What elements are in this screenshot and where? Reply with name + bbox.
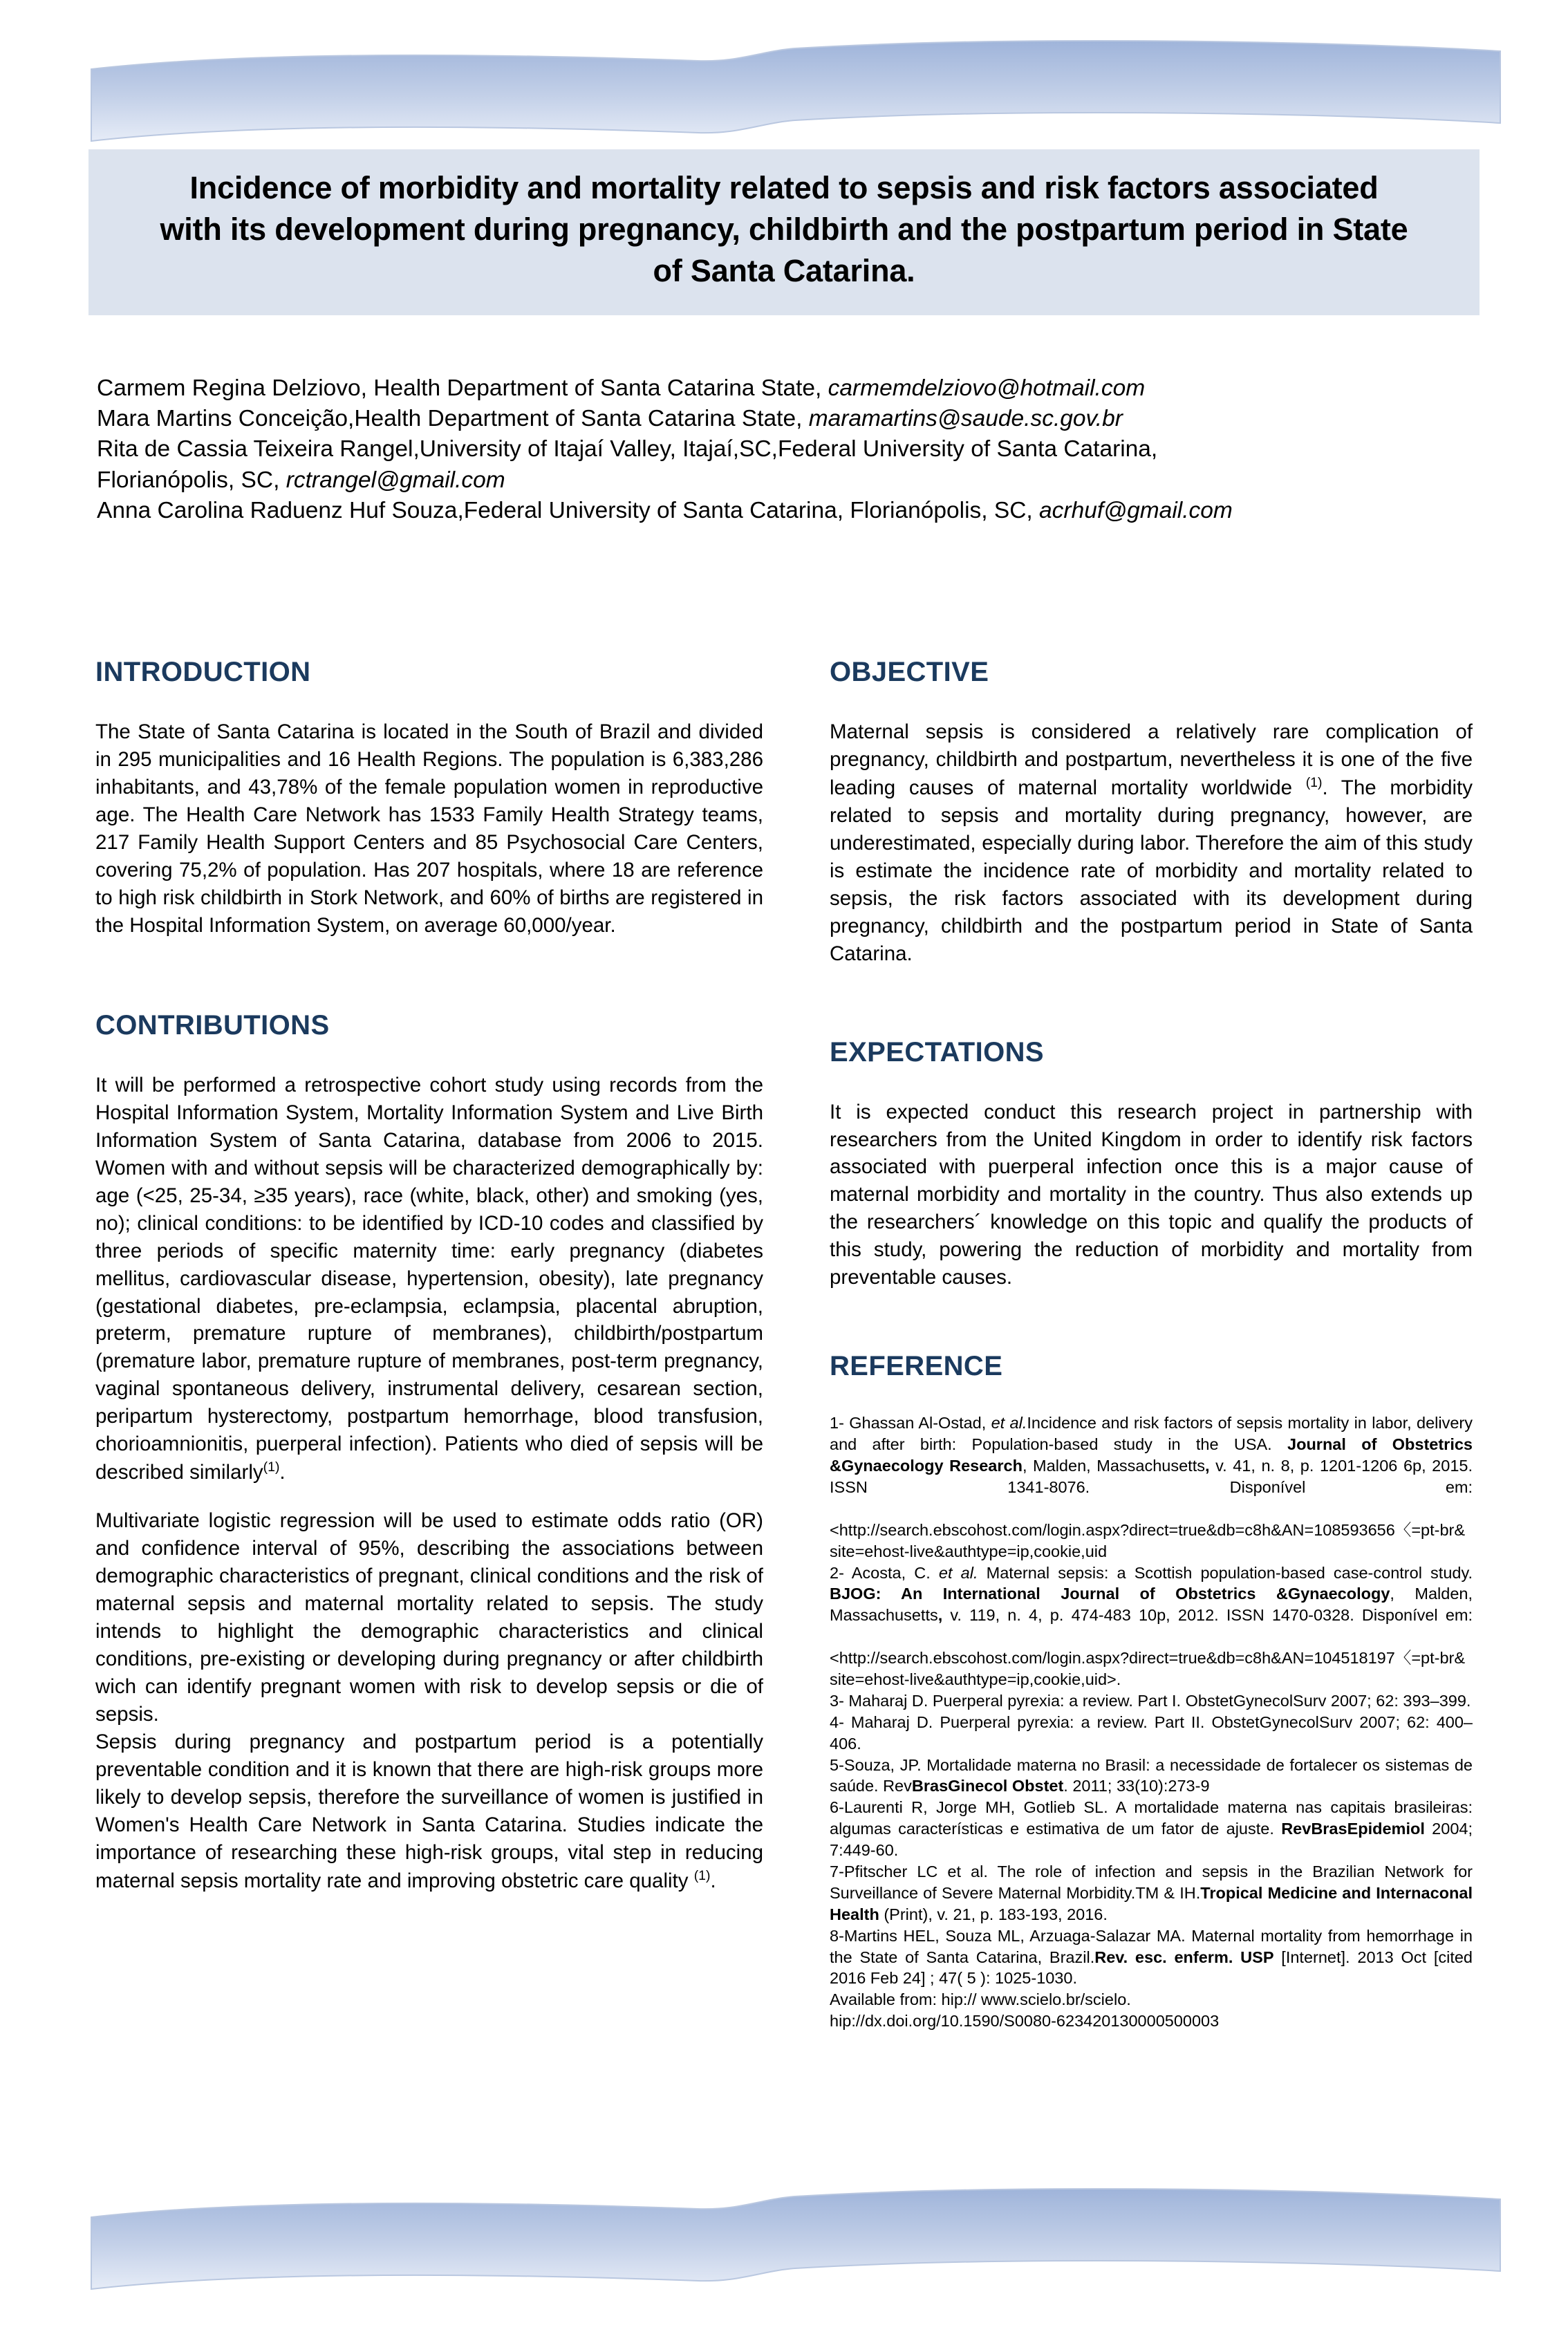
ref8-text-a: 8-Martins HEL, Souza ML, Arzuaga-Salazar MA. Maternal mortality from hemorrhage in the State of Santa Catarina, Brazil.	[830, 1926, 1473, 1966]
left-column	[95, 657, 763, 1895]
author-email: acrhuf@gmail.com	[1039, 497, 1233, 523]
author-name-affiliation: Mara Martins Conceição,Health Department of Santa Catarina State,	[97, 406, 809, 432]
ref1-text-c: , Malden, Massachusetts	[1022, 1457, 1205, 1475]
reference-item	[830, 1861, 1473, 1925]
reference-doi-url[interactable]: hip://dx.doi.org/10.1590/S0080-623420130000500003	[830, 2012, 1220, 2031]
contributions-p1-tail: .	[279, 1461, 286, 1484]
ref1-text-a: 1- Ghassan Al-Ostad,	[830, 1414, 991, 1432]
ref8-text-b: [Internet]. 2013 Oct [cited 2016 Feb 24] ; 47( 5 ): 1025-1030.	[830, 1948, 1473, 1988]
author-name-affiliation: Anna Carolina Raduenz Huf Souza,Federal University of Santa Catarina, Florianópolis, SC,	[97, 497, 1040, 523]
contributions-p1-text: It will be performed a retrospective cohort study using records from the Hospital Information System, Mortality Information System and Live Birth Information System of Santa Catarina, database from 2006 to 2015. Women with and without sepsis will be characterized demographically by: age (<25, 25-34, ≥35 years), race (white, black, other) and smoking (yes, no); clinical conditions: to be identified by ICD-10 codes and classified by three periods of specific maternity time: early pregnancy (diabetes mellitus, cardiovascular disease, hypertension, obesity), late pregnancy (gestational diabetes, pre-eclampsia, eclampsia, placental abruption, preterm, premature rupture of membranes), childbirth/postpartum (premature labor, premature rupture of membranes, post-term pregnancy, vaginal spontaneous delivery, instrumental delivery, cesarean section, peripartum hysterectomy, postpartum hemorrhage, blood transfusion, chorioamnionitis, puerperal infection). Patients who died of sepsis will be described similarly	[95, 1073, 763, 1484]
poster-title-block	[88, 149, 1480, 315]
footer-wave-decoration	[0, 2167, 1568, 2352]
objective-text: Maternal sepsis is considered a relatively rare complication of pregnancy, childbirth and postpartum, nevertheless it is one of the five leading causes of maternal mortality worldwide	[830, 720, 1473, 799]
ref1-italic: et al.	[991, 1414, 1027, 1432]
ref7-text-b: (Print), v. 21, p. 183-193, 2016.	[879, 1905, 1108, 1923]
author-line	[97, 465, 1486, 496]
contributions-p3-text: Sepsis during pregnancy and postpartum period is a potentially preventable condition and it is known that there are high-risk groups more likely to develop sepsis, therefore the surveillance of women is justified in Women's Health Care Network in Santa Catarina. Studies indicate the importance of researching these high-risk groups, vital step in reducing maternal sepsis mortality rate and improving obstetric care quality	[95, 1730, 763, 1892]
ref6-text-b: 2004; 7:449-60.	[830, 1820, 1473, 1860]
section-body-contributions-p1	[95, 1072, 763, 1486]
contributions-p3-tail: .	[710, 1869, 716, 1892]
ref2-text-b: Maternal sepsis: a Scottish population-based case-control study.	[978, 1563, 1473, 1582]
contributions-p1-citation: (1)	[263, 1459, 280, 1475]
ref1-text-b: Incidence and risk factors of sepsis mortality in labor, delivery and after birth: Population-based study in the USA.	[830, 1414, 1473, 1454]
section-body-expectations: It is expected conduct this research project in partnership with researchers from the United Kingdom in order to identify risk factors associated with puerperal infection once this is a major cause of maternal morbidity and mortality in the country. Thus also extends up the researchers´ knowledge on this topic and qualify the products of this study, powering the reduction of morbidity and mortality from preventable causes.	[830, 1100, 1473, 1289]
reference-item: 3- Maharaj D. Puerperal pyrexia: a review. Part I. ObstetGynecolSurv 2007; 62: 393–399.	[830, 1691, 1471, 1710]
ref1-text-d: v. 41, n. 8, p. 1201-1206 6p, 2015. ISSN 1341-8076. Disponível em:	[830, 1457, 1473, 1496]
author-email: maramartins@saude.sc.gov.br	[808, 406, 1123, 432]
ref2-journal: BJOG: An International Journal of Obstetrics &Gynaecology	[830, 1585, 1390, 1603]
author-line	[97, 496, 1486, 526]
objective-tail: . The morbidity related to sepsis and mortality during pregnancy, however, are underestimated, especially during labor. Therefore the aim of this study is estimate the incidence rate of morbidity and mortality related to sepsis, the risk factors associated with its development during pregnancy, childbirth and the postpartum period in State of Santa Catarina.	[830, 776, 1473, 965]
section-body-introduction: The State of Santa Catarina is located in the South of Brazil and divided in 295 municipalities and 16 Health Regions. The population is 6,383,286 inhabitants, and 43,78% of the female population women in reproductive age. The Health Care Network has 1533 Family Health Strategy teams, 217 Family Health Support Centers and 85 Psychosocial Care Centers, covering 75,2% of population. Has 207 hospitals, where 18 are reference to high risk childbirth in Stork Network, and 60% of births are registered in the Hospital Information System, on average 60,000/year.	[95, 720, 763, 937]
ref6-text-a: 6-Laurenti R, Jorge MH, Gotlieb SL. A mortalidade materna nas capitais brasileiras: algumas características e estimativa de um fator de ajuste.	[830, 1798, 1473, 1838]
reference-item	[830, 1925, 1473, 1990]
ref1-bold-b: ,	[1204, 1457, 1210, 1475]
reference-item	[830, 1797, 1473, 1861]
reference-item	[830, 1562, 1473, 1648]
objective-citation: (1)	[1305, 774, 1323, 790]
author-list	[97, 373, 1486, 526]
ref5-text-a: 5-Souza, JP. Mortalidade materna no Brasil: a necessidade de fortalecer os sistemas de saúde. Rev	[830, 1755, 1473, 1795]
reference-item	[830, 1755, 1473, 1798]
section-heading-expectations: EXPECTATIONS	[830, 1036, 1045, 1067]
ref6-journal: RevBrasEpidemiol	[1281, 1820, 1425, 1838]
ref2-text-c: , Malden, Massachusetts	[830, 1585, 1473, 1625]
ref7-text-a: 7-Pfitscher LC et al. The role of infection and sepsis in the Brazilian Network for Surveillance of Severe Maternal Morbidity.TM & IH.	[830, 1863, 1473, 1902]
section-heading-reference: REFERENCE	[830, 1351, 1003, 1382]
section-body-objective	[830, 718, 1473, 968]
section-heading-introduction: INTRODUCTION	[95, 657, 311, 687]
author-line	[97, 373, 1486, 404]
ref5-text-b: . 2011; 33(10):273-9	[1063, 1777, 1210, 1795]
reference-url[interactable]: <http://search.ebscohost.com/login.aspx?direct=true&db=c8h&AN=108593656〈=pt-br&site=ehost-live&authtype=ip,cookie,uid	[830, 1520, 1466, 1560]
author-name-affiliation: Rita de Cassia Teixeira Rangel,University of Itajaí Valley, Itajaí,SC,Federal University of Santa Catarina,	[97, 436, 1158, 463]
section-heading-objective: OBJECTIVE	[830, 657, 989, 687]
ref1-journal: Journal of Obstetrics &Gynaecology Research	[830, 1435, 1473, 1475]
author-line	[97, 404, 1486, 434]
ref2-text-a: 2- Acosta, C.	[830, 1563, 939, 1582]
section-heading-contributions: CONTRIBUTIONS	[95, 1009, 330, 1040]
ref5-journal: BrasGinecol Obstet	[911, 1777, 1064, 1795]
author-name-affiliation: Carmem Regina Delziovo, Health Department of Santa Catarina State,	[97, 375, 828, 401]
author-line	[97, 434, 1486, 465]
reference-list	[830, 1412, 1473, 2032]
reference-item: 4- Maharaj D. Puerperal pyrexia: a review. Part II. ObstetGynecolSurv 2007; 62: 400–406.	[830, 1712, 1473, 1753]
author-email: rctrangel@gmail.com	[286, 467, 505, 493]
header-wave-decoration	[0, 0, 1568, 159]
author-email: carmemdelziovo@hotmail.com	[828, 375, 1146, 401]
section-body-contributions-p2: Multivariate logistic regression will be used to estimate odds ratio (OR) and confidence interval of 95%, describing the associations between demographic characteristics of pregnant, clinical conditions and the risk of maternal sepsis and maternal mortality related to sepsis. The study intends to highlight the demographic characteristics and clinical conditions, pre-existing or developing during pregnancy or after childbirth wich can identify pregnant women with risk to develop sepsis or die of sepsis.	[95, 1509, 763, 1726]
section-body-contributions-p3	[95, 1728, 763, 1895]
right-column	[830, 657, 1473, 2032]
contributions-p3-citation: (1)	[693, 1867, 711, 1883]
ref2-italic: et al.	[938, 1563, 978, 1582]
ref2-text-d: v. 119, n. 4, p. 474-483 10p, 2012. ISSN 1470-0328. Disponível em:	[942, 1606, 1473, 1625]
ref2-bold-b: ,	[937, 1606, 943, 1625]
author-name-affiliation: Florianópolis, SC,	[97, 467, 286, 493]
page-title: Incidence of morbidity and mortality related to sepsis and risk factors associated with its development during pregnancy, childbirth and the postpartum period in State of Santa Catarina.	[160, 170, 1408, 288]
reference-availability: Available from: hip:// www.scielo.br/scielo.	[830, 1990, 1131, 2009]
reference-item	[830, 1412, 1473, 1519]
reference-url[interactable]: <http://search.ebscohost.com/login.aspx?direct=true&db=c8h&AN=104518197〈=pt-br&site=ehost-live&authtype=ip,cookie,uid>.	[830, 1649, 1466, 1689]
ref8-journal: Rev. esc. enferm. USP	[1094, 1948, 1274, 1966]
ref7-journal: Tropical Medicine and Internaconal Health	[830, 1883, 1473, 1923]
